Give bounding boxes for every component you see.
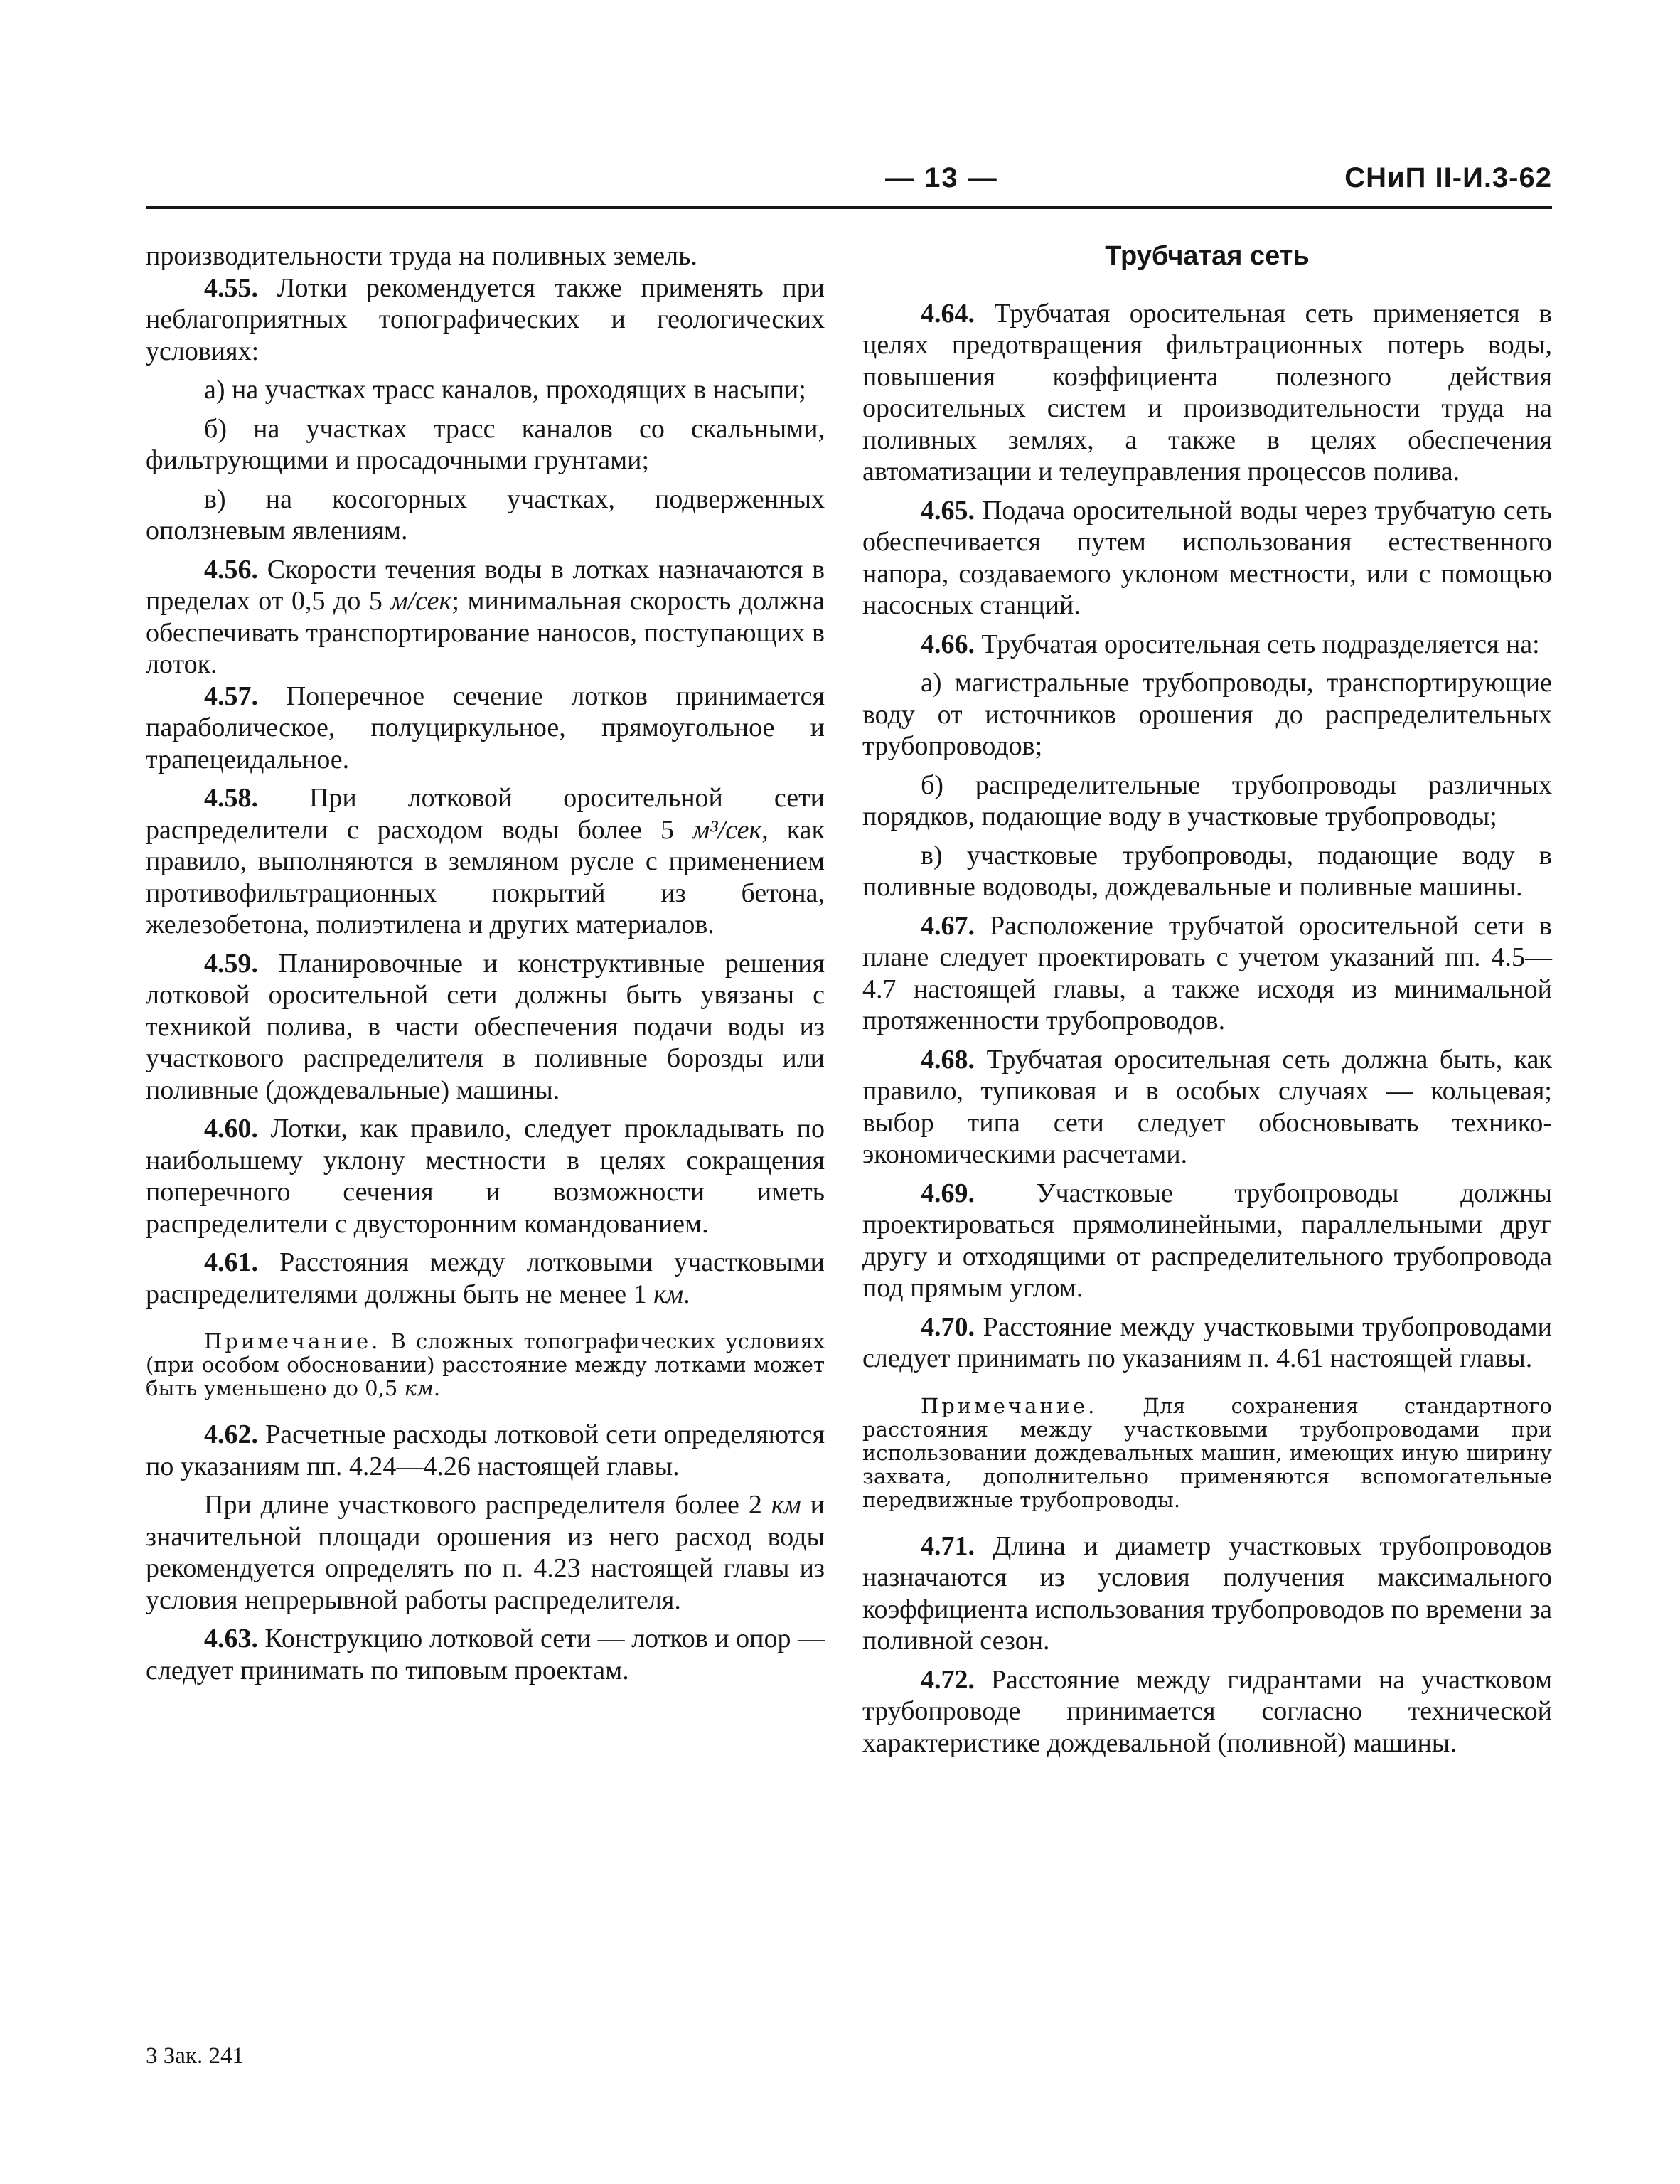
- document-code: СНиП II-И.3-62: [1344, 162, 1552, 193]
- left-column: [146, 240, 825, 1686]
- note-4-61: [146, 1330, 825, 1400]
- clause-text: Лотки, как правило, следует прокладывать по наибольшему уклону местности в целях сокращения поперечного сечения и возможности иметь распределители с двусторонним командованием.: [146, 1114, 825, 1239]
- clause-text: Подача оросительной воды через трубчатую сеть обеспечивается путем использования естественного напора, создаваемого уклоном местности, или с помощью насосных станций.: [862, 495, 1552, 620]
- page-header: [146, 162, 1552, 202]
- page-number: — 13 —: [885, 162, 998, 193]
- clause-number: 4.70.: [921, 1311, 975, 1342]
- clause-text: Трубчатая оросительная сеть подразделяется на:: [981, 629, 1540, 659]
- header-rule: [146, 206, 1552, 209]
- clause-4-71: [862, 1530, 1552, 1657]
- clause-text: Длина и диаметр участковых трубопроводов назначаются из условия получения максимального коэффициента использования трубопроводов по времени за поливной сезон.: [862, 1530, 1553, 1656]
- clause-number: 4.55.: [204, 272, 258, 303]
- clause-number: 4.69.: [921, 1178, 975, 1208]
- clause-text: Трубчатая оросительная сеть должна быть, как правило, тупиковая и в особых случаях — кольцевая; выбор типа сети следует обосновывать технико-экономическими расчетами.: [862, 1044, 1552, 1169]
- clause-4-68: [862, 1044, 1552, 1171]
- clause-text: Расположение трубчатой оросительной сети в плане следует проектировать с учетом указаний пп. 4.5—4.7 настоящей главы, а также исходя из минимальной протяженности трубопроводов.: [862, 910, 1552, 1035]
- clause-4-61: [146, 1247, 825, 1310]
- clause-4-56: [146, 554, 825, 681]
- clause-number: 4.72.: [921, 1664, 975, 1695]
- clause-text: Планировочные и конструктивные решения лотковой оросительной сети должны быть увязаны с техникой полива, в части обеспечения подачи воды из участкового распределителя в поливные борозды или поливные (дождевальные) машины.: [146, 948, 825, 1105]
- clause-4-66-b: б) распределительные трубопроводы различных порядков, подающие воду в участковые трубопроводы;: [862, 769, 1552, 831]
- clause-number: 4.62.: [204, 1419, 258, 1449]
- clause-text: Участковые трубопроводы должны проектироваться прямолинейными, параллельными друг другу и отходящими от распределительного трубопровода под прямым углом.: [862, 1178, 1553, 1303]
- note-4-70: [862, 1395, 1552, 1512]
- clause-number: 4.64.: [921, 298, 975, 329]
- clause-4-65: [862, 495, 1552, 622]
- clause-number: 4.67.: [921, 910, 975, 941]
- clause-text: Конструкцию лотковой сети — лотков и опор — следует принимать по типовым проектам.: [146, 1624, 825, 1685]
- clause-text: При длине участкового распределителя более 2: [204, 1490, 771, 1520]
- clause-text: ; минимальная скорость должна обеспечивать транспортирование наносов, поступающих в лоток.: [146, 586, 825, 679]
- clause-number: 4.63.: [204, 1624, 258, 1653]
- clause-4-66-a: а) магистральные трубопроводы, транспортирующие воду от источников орошения до распределительных трубопроводов;: [862, 668, 1552, 761]
- clause-4-70: [862, 1311, 1552, 1375]
- clause-4-66: [862, 629, 1552, 661]
- clause-4-67: [862, 910, 1552, 1037]
- clause-4-59: [146, 948, 825, 1107]
- unit-label: км: [404, 1376, 434, 1400]
- clause-4-62: [146, 1419, 825, 1482]
- clause-text: Расстояние между гидрантами на участковом трубопроводе принимается согласно технической характеристике дождевальной (поливной) машины.: [862, 1664, 1553, 1758]
- clause-4-57: [146, 681, 825, 776]
- clause-number: 4.57.: [204, 681, 258, 711]
- clause-4-58: [146, 782, 825, 941]
- note-text: В сложных топографических условиях (при особом обосновании) расстояние между лотками может быть уменьшено до 0,5: [146, 1329, 825, 1400]
- note-text: .: [433, 1376, 441, 1400]
- clause-text: Поперечное сечение лотков принимается параболическое, полуциркульное, прямоугольное и трапецеидальное.: [146, 681, 825, 774]
- clause-number: 4.68.: [921, 1044, 975, 1075]
- clause-4-66-c: в) участковые трубопроводы, подающие воду в поливные водоводы, дождевальные и поливные машины.: [862, 840, 1552, 902]
- note-label: Примечание.: [204, 1329, 381, 1353]
- clause-number: 4.65.: [921, 495, 975, 526]
- clause-text: Скорости течения воды в лотках назначаются в пределах от 0,5 до 5: [146, 554, 825, 616]
- right-column: [862, 240, 1552, 1759]
- clause-number: 4.61.: [204, 1247, 258, 1277]
- clause-4-63: [146, 1623, 825, 1686]
- clause-text: .: [683, 1279, 690, 1309]
- clause-4-55-c: в) на косогорных участках, подверженных оползневым явлениям.: [146, 484, 825, 545]
- note-label: Примечание.: [921, 1393, 1098, 1418]
- clause-number: 4.56.: [204, 554, 258, 585]
- clause-4-64: [862, 298, 1552, 488]
- clause-4-55: [146, 272, 825, 368]
- clause-4-62-continued: [146, 1489, 825, 1616]
- clause-number: 4.71.: [921, 1530, 975, 1561]
- clause-number: 4.66.: [921, 629, 975, 659]
- unit-label: км: [771, 1490, 801, 1520]
- clause-text: и значительной площади орошения из него расход воды рекомендуется определять по п. 4.23 настоящей главы из условия непрерывной работы распределителя.: [146, 1490, 825, 1615]
- clause-text: Расстояния между лотковыми участковыми распределителями должны быть не менее 1: [146, 1247, 825, 1309]
- clause-4-72: [862, 1664, 1552, 1759]
- clause-text: Расчетные расходы лотковой сети определяются по указаниям пп. 4.24—4.26 настоящей главы.: [146, 1419, 825, 1481]
- unit-label: км: [653, 1279, 684, 1309]
- clause-text: Лотки рекомендуется также применять при неблагоприятных топографических и геологических условиях:: [146, 272, 825, 366]
- unit-label: м³/сек: [692, 814, 762, 845]
- clause-4-60: [146, 1113, 825, 1240]
- section-heading: Трубчатая сеть: [1105, 241, 1310, 271]
- clause-number: 4.60.: [204, 1114, 258, 1144]
- clause-4-55-a: а) на участках трасс каналов, проходящих в насыпи;: [204, 375, 806, 405]
- clause-text: При лотковой оросительной сети распределители с расходом воды более 5: [146, 783, 825, 845]
- page-footer-order-number: 3 Зак. 241: [146, 2043, 244, 2069]
- clause-text: Расстояние между участковыми трубопроводами следует принимать по указаниям п. 4.61 настоящей главы.: [862, 1311, 1552, 1373]
- clause-number: 4.58.: [204, 783, 258, 813]
- clause-4-55-b: б) на участках трасс каналов со скальными, фильтрующими и просадочными грунтами;: [146, 413, 825, 475]
- clause-text: , как правило, выполняются в земляном русле с применением противофильтрационных покрытий из бетона, железобетона, полиэтилена и других материалов.: [146, 814, 825, 939]
- clause-number: 4.59.: [204, 948, 258, 979]
- clause-4-69: [862, 1178, 1552, 1304]
- clause-text: Трубчатая оросительная сеть применяется в целях предотвращения фильтрационных потерь воды, повышения коэффициента полезного действия оросительных систем и производительности труда на поливных землях, а также в целях обеспечения автоматизации и телеуправления процессов полива.: [862, 298, 1552, 486]
- paragraph-continuation: производительности труда на поливных земель.: [146, 241, 697, 271]
- note-text: Для сохранения стандартного расстояния между участковыми трубопроводами при использовании дождевальных машин, имеющих иную ширину захвата, дополнительно применяются вспомогательные передвижные трубопроводы.: [862, 1393, 1552, 1512]
- unit-label: м/сек: [390, 586, 452, 616]
